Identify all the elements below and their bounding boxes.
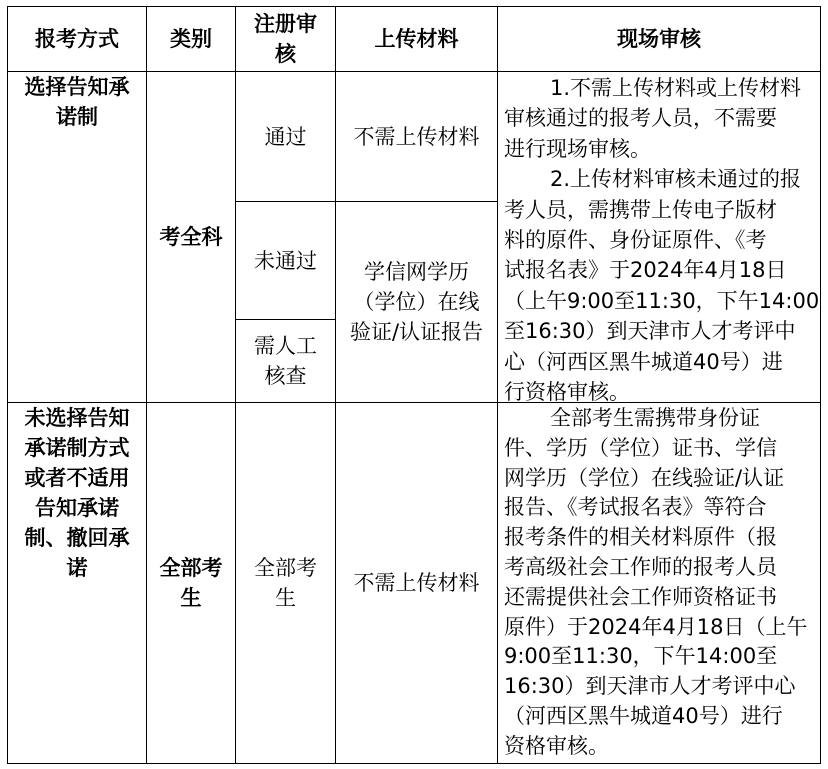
group1-upload-verification-line: 学信网学历 [363,260,469,284]
column-divider-4 [497,6,498,764]
onsite-line: 全部考生需携带身份证 [550,406,760,430]
onsite-line: 考人员，需携带上传电子版材 [504,197,777,222]
group1-category-text: 考全科 [159,225,223,249]
onsite-line: 进行现场审核。 [504,136,651,161]
group2-category [147,403,235,763]
group2-onsite-review [504,404,808,762]
group2-method-line: 告知承诺 [35,496,119,520]
header-upload [336,7,497,71]
onsite-line: 网学历（学位）在线验证/认证 [504,465,785,490]
group2-registration-review-line: 生 [275,586,296,610]
group1-registration-fail [236,202,335,319]
onsite-line: （上午9:00至11:30，下午14:00 [504,288,820,313]
group1-upload-verification-line: 验证/认证报告 [349,320,484,344]
group1-onsite-review [504,73,819,407]
group2-method-line: 制、撤回承 [24,526,130,550]
group1-registration-fail-text: 未通过 [254,248,317,273]
group1-registration-pass-text: 通过 [264,124,307,149]
onsite-line: 心（河西区黑牛城道40号）进 [504,349,783,374]
group1-category [147,72,235,402]
group2-method [8,403,146,583]
onsite-line: 审核通过的报考人员，不需要 [504,106,777,131]
onsite-line: 报告、《考试报名表》等符合 [504,495,767,520]
header-onsite-review-text: 现场审核 [617,27,701,51]
onsite-line: 2.上传材料审核未通过的报 [550,167,802,192]
group1-method-line: 诺制 [56,105,98,129]
header-method-text: 报考方式 [35,27,119,51]
group2-upload-text: 不需上传材料 [353,571,480,595]
group2-registration-review [236,403,335,763]
onsite-line: 16:30）到天津市人才考评中心 [504,674,796,699]
group1-upload-none [336,72,497,201]
group1-method-line: 选择告知承 [24,75,130,99]
onsite-line: 9:00至11:30，下午14:00至 [504,644,778,669]
onsite-line: 至16:30）到天津市人才考评中 [504,319,796,344]
group2-method-line: 诺 [66,556,88,580]
header-category [147,7,235,71]
group1-method [8,72,146,132]
header-onsite-review [498,7,820,71]
header-registration-review-line: 注册审 [254,12,317,36]
group1-registration-manual [236,320,335,402]
onsite-line: 资格审核。 [504,733,609,758]
header-registration-review-line: 核 [275,42,296,66]
onsite-line: 考高级社会工作师的报考人员 [504,554,777,579]
onsite-line: 原件）于2024年4月18日（上午 [504,614,808,639]
group1-registration-pass [236,72,335,201]
header-upload-text: 上传材料 [374,27,459,51]
group1-upload-verification [336,202,497,402]
onsite-line: 1.不需上传材料或上传材料 [550,76,802,100]
group1-upload-verification-line: （学位）在线 [353,290,480,314]
group2-method-line: 承诺制方式 [24,436,130,460]
table-border-bottom [7,763,821,764]
group1-upload-none-text: 不需上传材料 [353,124,480,149]
header-method [8,7,146,71]
onsite-line: 报考条件的相关材料原件（报 [504,525,777,550]
group2-registration-review-line: 全部考 [254,556,317,580]
group1-registration-manual-line: 核查 [264,364,307,388]
onsite-line: 还需提供社会工作师资格证书 [504,584,777,609]
group2-category-line: 生 [180,586,202,610]
onsite-line: 料的原件、身份证原件、《考 [504,228,767,253]
group1-registration-manual-line: 需人工 [254,334,317,358]
header-category-text: 类别 [170,27,212,51]
header-registration-review [236,7,335,71]
onsite-line: 试报名表》于2024年4月18日 [504,258,787,283]
onsite-line: 件、学历（学位）证书、学信 [504,435,777,460]
table-border-right [820,6,821,764]
group2-method-line: 或者不适用 [24,466,130,490]
group2-method-line: 未选择告知 [24,406,130,430]
group2-upload [336,403,497,763]
group2-category-line: 全部考 [159,556,223,580]
onsite-line: 行资格审核。 [504,380,630,405]
onsite-line: （河西区黑牛城道40号）进行 [504,703,783,728]
